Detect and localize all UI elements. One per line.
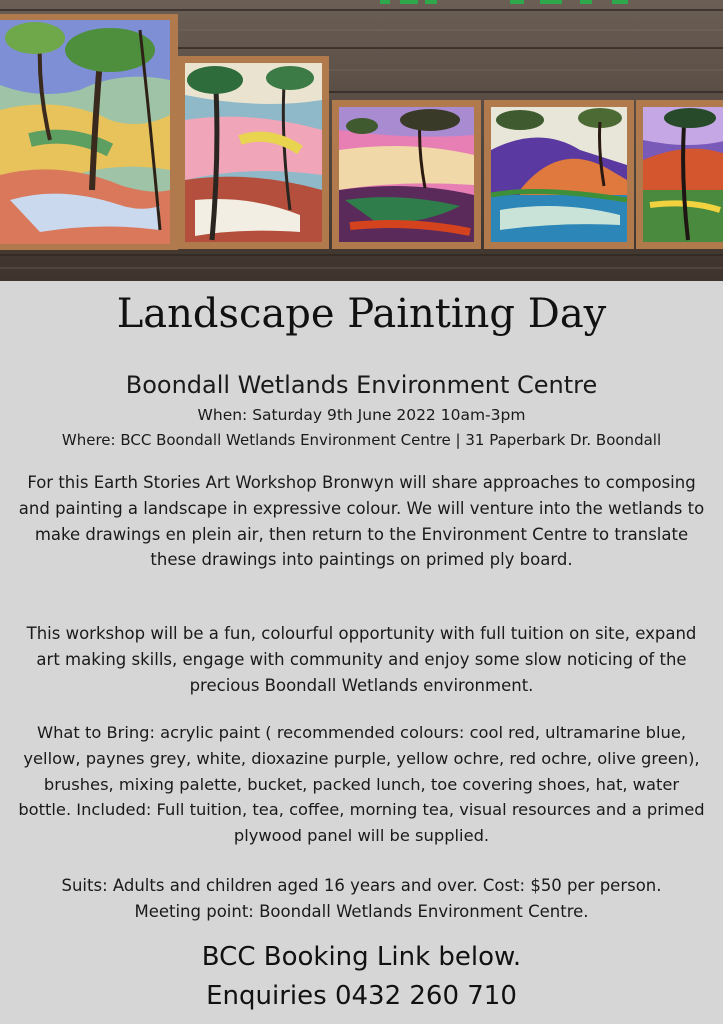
painting-1 (0, 14, 178, 250)
suits-line: Suits: Adults and children aged 16 years and over. Cost: $50 per person. (61, 876, 662, 895)
painting-2 (178, 56, 329, 249)
workshop-paragraph: This workshop will be a fun, colourful opportunity with full tuition on site, expand art making skills, engage with community and enjoy some slow noticing of the precious Boondall Wetlands environment. (26, 624, 697, 695)
enquiries-phone: Enquiries 0432 260 710 (206, 981, 517, 1011)
event-venue: Boondall Wetlands Environment Centre (125, 371, 598, 399)
landscape-paintings-photo (0, 0, 723, 281)
painting-5 (636, 100, 723, 249)
suits-and-meeting (18, 873, 705, 925)
hero-photo (0, 0, 723, 281)
description-paragraph: For this Earth Stories Art Workshop Bronwyn will share approaches to composing and painting a landscape in expressive colour. We will venture into the wetlands to make drawings en plein air, then return to the Environment Centre to translate these drawings into paintings on primed ply board. (18, 473, 705, 570)
event-title: Landscape Painting Day (116, 291, 607, 337)
what-to-bring-paragraph: What to Bring: acrylic paint ( recommended colours: cool red, ultramarine blue, yellow, paynes grey, white, dioxazine purple, yellow ochre, red ochre, olive green), brushes, mixing palette, bucket, packed lunch, toe covering shoes, hat, water bottle. Included: Full tuition, tea, coffee, morning tea, visual resources and a primed plywood panel will be supplied. (18, 723, 705, 846)
meeting-line: Meeting point: Boondall Wetlands Environment Centre. (134, 901, 589, 921)
booking-link-text: BCC Booking Link below. (201, 942, 522, 972)
event-details (0, 281, 723, 1024)
painting-4 (484, 100, 634, 249)
painting-3 (332, 100, 481, 249)
event-where: Where: BCC Boondall Wetlands Environment Centre | 31 Paperbark Dr. Boondall (61, 431, 662, 449)
event-when: When: Saturday 9th June 2022 10am-3pm (197, 406, 526, 424)
